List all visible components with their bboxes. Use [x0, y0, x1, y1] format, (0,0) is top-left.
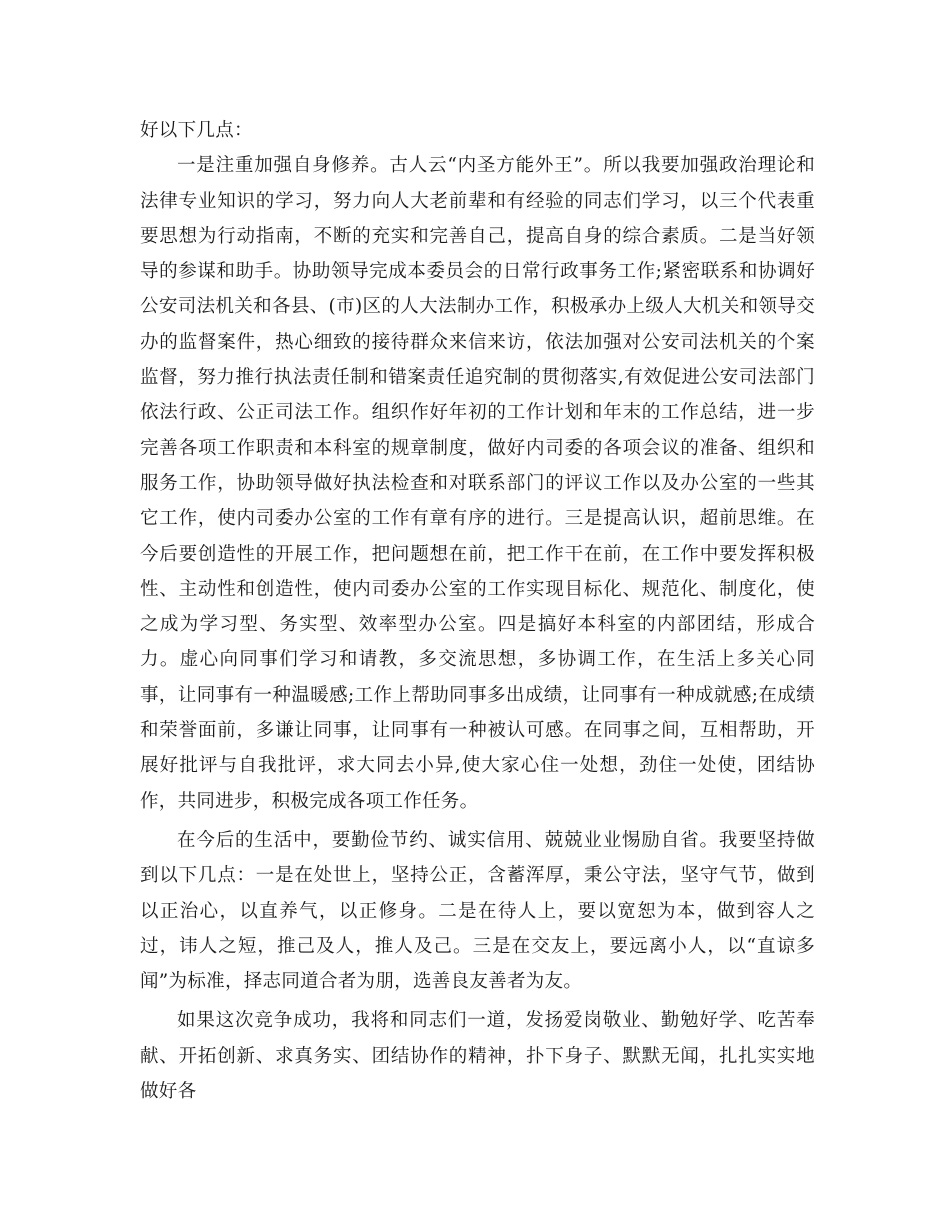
paragraph-personal-conduct: 在今后的生活中，要勤俭节约、诚实信用、兢兢业业惕励自省。我要坚持做到以下几点：一是在处世上，坚持公正，含蓄浑厚，秉公守法，坚守气节，做到以正治心，以直养气，以正修身。二是在待人上，要以宽恕为本，做到容人之过，讳人之短，推己及人，推人及己。三是在交友上，要远离小人，以“直谅多闻”为标准，择志同道合者为朋，选善良友善者为友。	[140, 829, 815, 993]
paragraph-self-cultivation: 一是注重加强自身修养。古人云“内圣方能外王”。所以我要加强政治理论和法律专业知识的学习，努力向人大老前辈和有经验的同志们学习，以三个代表重要思想为行动指南，不断的充实和完善自己，提高自身的综合素质。二是当好领导的参谋和助手。协助领导完成本委员会的日常行政事务工作;紧密联系和协调好公安司法机关和各县、(市)区的人大法制办工作，积极承办上级人大机关和领导交办的监督案件，热心细致的接待群众来信来访，依法加强对公安司法机关的个案监督，努力推行执法责任制和错案责任追究制的贯彻落实,有效促进公安司法部门依法行政、公正司法工作。组织作好年初的工作计划和年末的工作总结，进一步完善各项工作职责和本科室的规章制度，做好内司委的各项会议的准备、组织和服务工作，协助领导做好执法检查和对联系部门的评议工作以及办公室的一些其它工作，使内司委办公室的工作有章有序的进行。三是提高认识，超前思维。在今后要创造性的开展工作，把问题想在前，把工作干在前，在工作中要发挥积极性、主动性和创造性，使内司委办公室的工作实现目标化、规范化、制度化，使之成为学习型、务实型、效率型办公室。四是搞好本科室的内部团结，形成合力。虚心向同事们学习和请教，多交流思想，多协调工作，在生活上多关心同事，让同事有一种温暖感;工作上帮助同事多出成绩，让同事有一种成就感;在成绩和荣誉面前，多谦让同事，让同事有一种被认可感。在同事之间，互相帮助，开展好批评与自我批评，求大同去小异,使大家心住一处想，劲住一处使，团结协作，共同进步，积极完成各项工作任务。	[140, 155, 815, 812]
document-body	[140, 113, 815, 1109]
paragraph-closing-pledge: 如果这次竞争成功，我将和同志们一道，发扬爱岗敬业、勤勉好学、吃苦奉献、开拓创新、求真务实、团结协作的精神，扑下身子、默默无闻，扎扎实实地做好各	[140, 1010, 815, 1103]
paragraph-continuation: 好以下几点：	[140, 120, 253, 141]
